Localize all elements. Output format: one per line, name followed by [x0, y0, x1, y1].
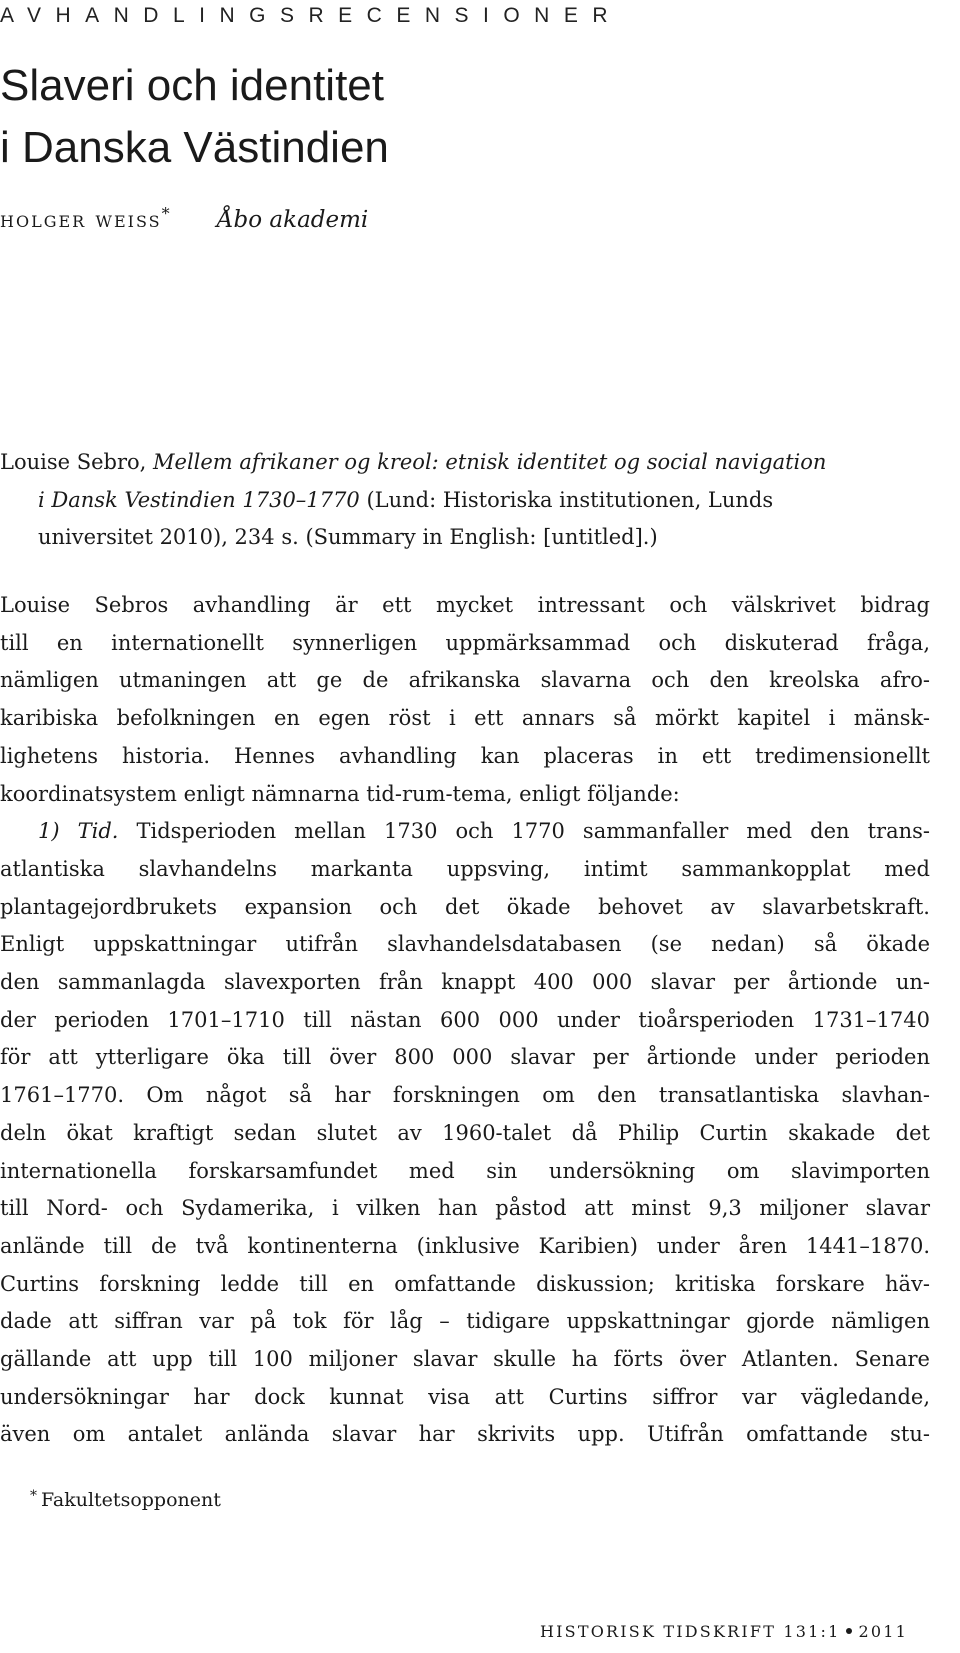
author-footnote-marker: * — [161, 204, 172, 223]
author-name-text: holger weiss — [0, 207, 162, 233]
body-line: deln ökat kraftigt sedan slutet av 1960-talet då Philip Curtin skakade det — [0, 1120, 930, 1145]
byline — [0, 204, 368, 233]
body-line-section-start — [0, 813, 930, 851]
body-line: 1761–1770. Om något så har forskningen om den transatlantiska slavhan- — [0, 1083, 930, 1108]
section-label-tid: 1) Tid. — [38, 819, 119, 844]
body-line: den sammanlagda slavexporten från knappt 400 000 slavar per årtionde un- — [0, 970, 930, 995]
bullet-separator-icon — [846, 1628, 852, 1634]
body-line: anlände till de två kontinenterna (inklusive Karibien) under åren 1441–1870. — [0, 1233, 930, 1258]
footnote-text: Fakultetsopponent — [41, 1489, 221, 1511]
title-line-2: i Danska Västindien — [0, 123, 389, 172]
body-line: till en internationellt synnerligen uppmärksammad och diskuterad fråga, — [0, 630, 930, 655]
citation-author: Louise Sebro, — [0, 450, 147, 474]
footnote — [30, 1488, 221, 1511]
citation-title-part1: Mellem afrikaner og kreol: etnisk identitet og social navigation — [153, 450, 827, 474]
body-line: plantagejordbrukets expansion och det ökade behovet av slavarbetskraft. — [0, 894, 930, 919]
body-line: för att ytterligare öka till över 800 000 slavar per årtionde under perioden — [0, 1045, 930, 1070]
citation-publisher-part1: (Lund: Historiska institutionen, Lunds — [366, 487, 774, 512]
body-line: koordinatsystem enligt nämnarna tid-rum-tema, enligt följande: — [0, 781, 680, 806]
journal-year: 2011 — [858, 1622, 908, 1641]
body-line: Enligt uppskattningar utifrån slavhandelsdatabasen (se nedan) så ökade — [0, 932, 930, 957]
author-name — [0, 204, 172, 233]
body-line: även om antalet anlända slavar har skrivits upp. Utifrån omfattande stu- — [0, 1422, 930, 1447]
citation-line-2 — [0, 482, 920, 520]
citation-line-3: universitet 2010), 234 s. (Summary in English: [untitled].) — [38, 525, 658, 549]
body-line: Curtins forskning ledde till en omfattande diskussion; kritiska forskare häv- — [0, 1271, 930, 1296]
body-line: atlantiska slavhandelns markanta uppsving, intimt sammankopplat med — [0, 856, 930, 881]
author-affiliation: Åbo akademi — [216, 207, 369, 233]
title-line-1: Slaveri och identitet — [0, 61, 384, 110]
body-line: undersökningar har dock kunnat visa att Curtins siffror var vägledande, — [0, 1384, 930, 1409]
body-line: till Nord- och Sydamerika, i vilken han påstod att minst 9,3 miljoner slavar — [0, 1196, 930, 1221]
body-line: nämligen utmaningen att ge de afrikanska slavarna och den kreolska afro- — [0, 668, 930, 693]
reviewed-work-citation — [0, 444, 920, 557]
footnote-marker: * — [30, 1488, 37, 1504]
article-title — [0, 55, 389, 179]
body-line: lighetens historia. Hennes avhandling kan placeras in ett tredimensionellt — [0, 743, 930, 768]
body-line: Louise Sebros avhandling är ett mycket intressant och välskrivet bidrag — [0, 593, 930, 617]
citation-line-1 — [0, 444, 920, 482]
journal-name: HISTORISK TIDSKRIFT 131:1 — [540, 1622, 841, 1641]
body-line: der perioden 1701–1710 till nästan 600 000 under tioårsperioden 1731–1740 — [0, 1007, 930, 1032]
section-first-line-text: Tidsperioden mellan 1730 och 1770 sammanfaller med den trans- — [136, 819, 930, 844]
section-label: AVHANDLINGSRECENSIONER — [0, 4, 623, 27]
body-text — [0, 587, 930, 1454]
citation-title-part2: i Dansk Vestindien 1730–1770 — [38, 487, 360, 512]
body-line: gällande att upp till 100 miljoner slavar skulle ha förts över Atlanten. Senare — [0, 1347, 930, 1372]
body-line: dade att siffran var på tok för låg – tidigare uppskattningar gjorde nämligen — [0, 1309, 930, 1334]
body-line: internationella forskarsamfundet med sin undersökning om slavimporten — [0, 1158, 930, 1183]
journal-footer — [540, 1622, 908, 1641]
body-line: karibiska befolkningen en egen röst i ett annars så mörkt kapitel i mänsk- — [0, 706, 930, 731]
